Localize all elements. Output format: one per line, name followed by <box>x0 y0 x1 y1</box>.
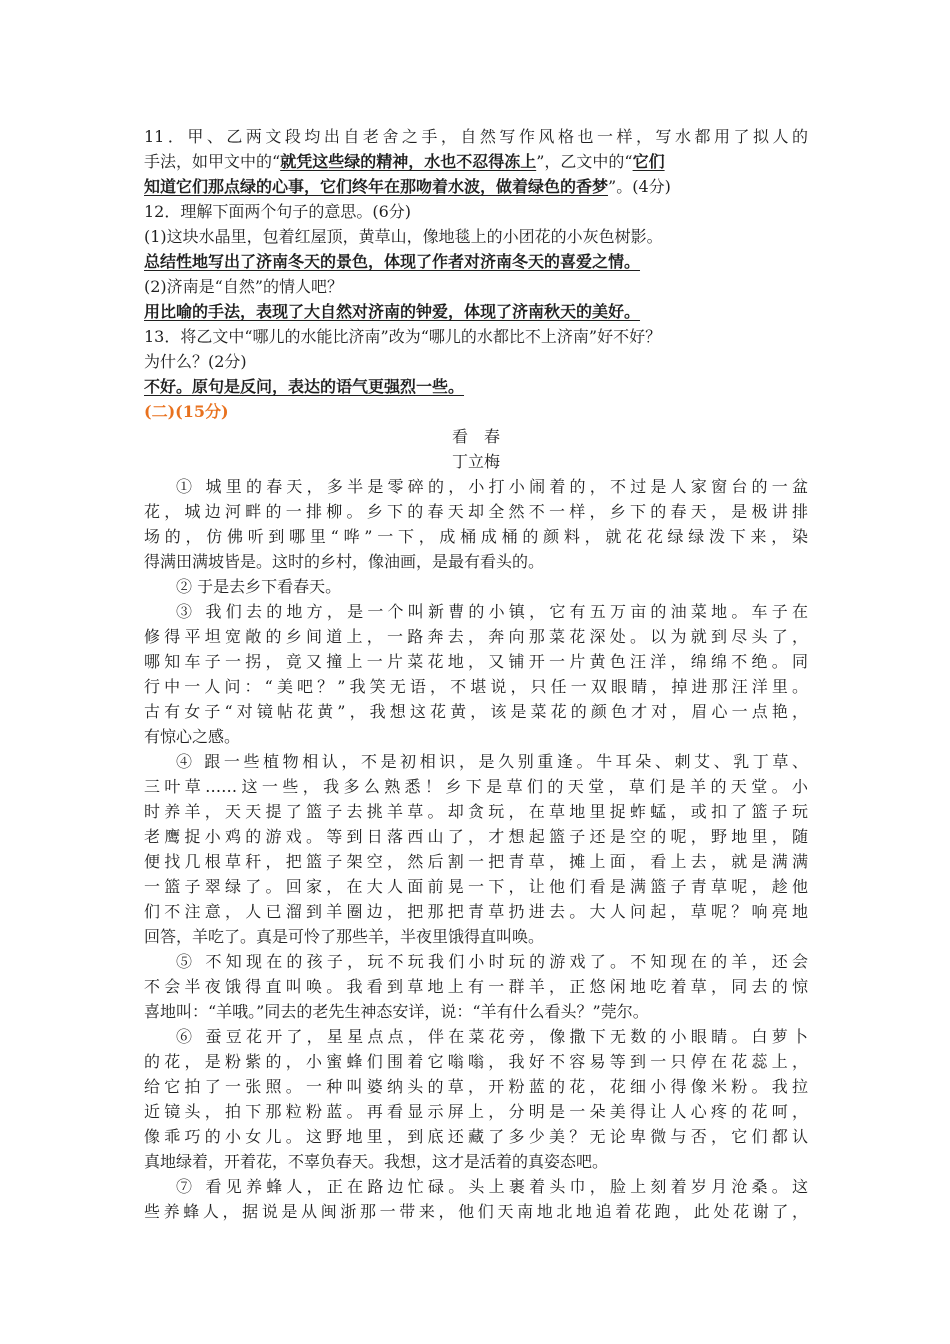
essay-line: 时养羊，天天提了篮子去挑羊草。却贪玩，在草地里捉蚱蜢，或扣了篮子玩 <box>144 802 808 821</box>
q13-line-2: 为什么？(2分) <box>144 352 247 371</box>
essay-line: 近镜头，拍下那粒粉蓝。再看显示屏上，分明是一朵美得让人心疼的花呵， <box>144 1102 808 1121</box>
q11-prefix: 手法，如甲文中的“ <box>144 152 281 171</box>
essay-line: 三叶草……这一些，我多么熟悉！乡下是草们的天堂，草们是羊的天堂。小 <box>144 777 808 796</box>
essay-line: 哪知车子一拐，竟又撞上一片菜花地，又铺开一片黄色汪洋，绵绵不绝。同 <box>144 652 808 671</box>
essay-line: ① 城里的春天，多半是零碎的，小打小闹着的，不过是人家窗台的一盆 <box>176 477 808 496</box>
document-page <box>144 124 808 1224</box>
essay-line: 行中一人问：“美吧？”我笑无语，不堪说，只任一双眼睛，掉进那汪洋里。 <box>144 677 808 696</box>
q11-answer-part-1: 就凭这些绿的精神，水也不忍得冻上 <box>280 152 537 171</box>
essay-line: ④ 跟一些植物相认，不是初相识，是久别重逢。牛耳朵、刺艾、乳丁草、 <box>176 752 808 771</box>
essay-line: ⑥ 蚕豆花开了，星星点点，伴在菜花旁，像撒下无数的小眼睛。白萝卜 <box>176 1027 808 1046</box>
q11-answer-part-3: 知道它们那点绿的心事，它们终年在那吻着水波，做着绿色的香梦 <box>144 177 609 196</box>
essay-line: 些养蜂人，据说是从闽浙那一带来，他们天南地北地追着花跑，此处花谢了， <box>144 1202 808 1221</box>
essay-line: ② 于是去乡下看春天。 <box>176 577 342 596</box>
q13-line-1: 13．将乙文中“哪儿的水能比济南”改为“哪儿的水都比不上济南”好不好？ <box>144 327 662 346</box>
essay-title-char-1: 看 <box>451 427 484 446</box>
essay-title-char-2: 春 <box>484 427 501 446</box>
essay-line: 像乖巧的小女儿。这野地里，到底还藏了多少美？无论卑微与否，它们都认 <box>144 1127 808 1146</box>
essay-line: 喜地叫：“羊哦。”同去的老先生神态安详，说：“羊有什么看头？”莞尔。 <box>144 1002 649 1021</box>
q12-sentence-2: (2)济南是“自然”的情人吧？ <box>144 277 344 296</box>
q11-mid: ”，乙文中的“ <box>536 152 633 171</box>
essay-line: 给它拍了一张照。一种叫婆纳头的草，开粉蓝的花，花细小得像米粉。我拉 <box>144 1077 808 1096</box>
essay-line: 的花，是粉紫的，小蜜蜂们围着它嗡嗡，我好不容易等到一只停在花蕊上， <box>144 1052 808 1071</box>
essay-line: 有惊心之感。 <box>144 727 241 746</box>
q12-answer-2: 用比喻的手法，表现了大自然对济南的钟爱，体现了济南秋天的美好。 <box>144 302 641 321</box>
essay-line: ③ 我们去的地方，是一个叫新曹的小镇，它有五万亩的油菜地。车子在 <box>176 602 808 621</box>
section-2-header: (二)(15分) <box>144 402 229 421</box>
essay-author: 丁立梅 <box>451 452 500 471</box>
q13-answer: 不好。原句是反问，表达的语气更强烈一些。 <box>144 377 465 396</box>
q12-stem: 12．理解下面两个句子的意思。(6分) <box>144 202 412 221</box>
q11-answer-part-2: 它们 <box>632 152 665 171</box>
essay-line: ⑦ 看见养蜂人，正在路边忙碌。头上裹着头巾，脸上刻着岁月沧桑。这 <box>176 1177 808 1196</box>
essay-line: 古有女子“对镜帖花黄”，我想这花黄，该是菜花的颜色才对，眉心一点艳， <box>144 702 808 721</box>
q11-line-3 <box>144 174 808 199</box>
q12-answer-1: 总结性地写出了济南冬天的景色，体现了作者对济南冬天的喜爱之情。 <box>144 252 641 271</box>
essay-line: 花，城边河畔的一排柳。乡下的春天却全然不一样，乡下的春天，是极讲排 <box>144 502 808 521</box>
essay-line: 得满田满坡皆是。这时的乡村，像油画，是最有看头的。 <box>144 552 545 571</box>
essay-line: 不会半夜饿得直叫唤。我看到草地上有一群羊，正悠闲地吃着草，同去的惊 <box>144 977 808 996</box>
essay-line: 们不注意，人已溜到羊圈边，把那把青草扔进去。大人问起，草呢？响亮地 <box>144 902 808 921</box>
essay-line: 场的，仿佛听到哪里“哗”一下，成桶成桶的颜料，就花花绿绿泼下来，染 <box>144 527 808 546</box>
q11-suffix: ”。(4分) <box>608 177 671 196</box>
essay-line: 回答，羊吃了。真是可怜了那些羊，半夜里饿得直叫唤。 <box>144 927 545 946</box>
essay-line: 真地绿着，开着花，不辜负春天。我想，这才是活着的真姿态吧。 <box>144 1152 609 1171</box>
q12-sentence-1: (1)这块水晶里，包着红屋顶，黄草山，像地毯上的小团花的小灰色树影。 <box>144 227 663 246</box>
essay-line: 便找几根草秆，把篮子架空，然后割一把青草，摊上面，看上去，就是满满 <box>144 852 808 871</box>
essay-line: 一篮子翠绿了。回家，在大人面前晃一下，让他们看是满篮子青草呢，趁他 <box>144 877 808 896</box>
q11-line-2 <box>144 149 808 174</box>
essay-line: 修得平坦宽敞的乡间道上，一路奔去，奔向那菜花深处。以为就到尽头了， <box>144 627 808 646</box>
essay-body <box>144 474 808 1224</box>
essay-line: 老鹰捉小鸡的游戏。等到日落西山了，才想起篮子还是空的呢，野地里，随 <box>144 827 808 846</box>
essay-title <box>144 424 808 449</box>
q11-line-1: 11．甲、乙两文段均出自老舍之手，自然写作风格也一样，写水都用了拟人的 <box>144 127 808 146</box>
essay-line: ⑤ 不知现在的孩子，玩不玩我们小时玩的游戏了。不知现在的羊，还会 <box>176 952 808 971</box>
